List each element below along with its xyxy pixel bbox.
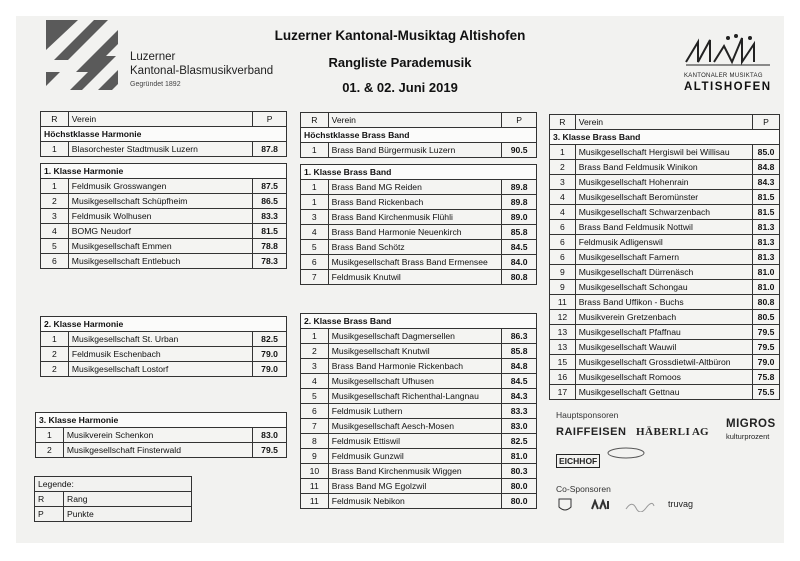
legend-key: R bbox=[35, 492, 64, 507]
club-cell: Musikgesellschaft Lostorf bbox=[68, 362, 252, 377]
rank-cell: 7 bbox=[301, 419, 329, 434]
table-row bbox=[301, 143, 537, 158]
table-row bbox=[550, 340, 780, 355]
section-gap bbox=[41, 157, 287, 164]
ranking-table bbox=[300, 112, 537, 285]
rank-cell: 2 bbox=[301, 344, 329, 359]
class-heading-row bbox=[301, 314, 537, 329]
co-sponsor-mark-icon bbox=[590, 499, 612, 511]
musiktag-place: ALTISHOFEN bbox=[684, 81, 772, 93]
legend-key: P bbox=[35, 507, 64, 522]
legend-table bbox=[34, 476, 192, 522]
table-row bbox=[550, 355, 780, 370]
rank-cell: 6 bbox=[301, 255, 329, 270]
table-row bbox=[41, 239, 287, 254]
class-heading-row bbox=[41, 127, 287, 142]
rank-cell: 11 bbox=[550, 295, 576, 310]
points-cell: 81.5 bbox=[753, 190, 780, 205]
rank-cell: 11 bbox=[301, 479, 329, 494]
club-cell: Feldmusik Eschenbach bbox=[68, 347, 252, 362]
points-cell: 84.3 bbox=[502, 389, 537, 404]
table-row bbox=[41, 254, 287, 269]
club-cell: Brass Band Harmonie Rickenbach bbox=[328, 359, 502, 374]
club-cell: Musikgesellschaft Aesch-Mosen bbox=[328, 419, 502, 434]
table-row bbox=[550, 145, 780, 160]
ranking-table bbox=[300, 313, 537, 509]
table-row bbox=[301, 180, 537, 195]
club-cell: Brass Band Kirchenmusik Wiggen bbox=[328, 464, 502, 479]
club-cell: Brass Band Kirchenmusik Flühli bbox=[328, 210, 502, 225]
sponsor-migros: MIGROS bbox=[726, 418, 776, 430]
sponsor-kulturprozent: kulturprozent bbox=[726, 432, 770, 441]
points-cell: 75.5 bbox=[753, 385, 780, 400]
rank-header: R bbox=[41, 112, 69, 127]
table-row bbox=[301, 329, 537, 344]
points-cell: 80.0 bbox=[502, 479, 537, 494]
legend-label: Punkte bbox=[64, 507, 192, 522]
table-row bbox=[301, 225, 537, 240]
table-row bbox=[41, 224, 287, 239]
points-cell: 80.5 bbox=[753, 310, 780, 325]
club-header: Verein bbox=[328, 113, 502, 128]
points-cell: 84.5 bbox=[502, 240, 537, 255]
rank-cell: 12 bbox=[550, 310, 576, 325]
club-cell: Musikverein Schenkon bbox=[63, 428, 252, 443]
section-gap bbox=[301, 158, 537, 165]
club-cell: BOMG Neudorf bbox=[68, 224, 252, 239]
rank-cell: 2 bbox=[36, 443, 64, 458]
club-cell: Musikgesellschaft Ufhusen bbox=[328, 374, 502, 389]
table-header-row bbox=[301, 113, 537, 128]
ranking-table bbox=[40, 316, 287, 377]
table-header-row bbox=[550, 115, 780, 130]
points-cell: 83.3 bbox=[253, 209, 287, 224]
rank-cell: 10 bbox=[301, 464, 329, 479]
points-cell: 89.8 bbox=[502, 195, 537, 210]
points-cell: 79.0 bbox=[253, 347, 287, 362]
rank-cell: 4 bbox=[550, 190, 576, 205]
club-cell: Feldmusik Gunzwil bbox=[328, 449, 502, 464]
table-row bbox=[550, 310, 780, 325]
rank-cell: 4 bbox=[550, 205, 576, 220]
points-cell: 79.5 bbox=[753, 340, 780, 355]
table-row bbox=[301, 479, 537, 494]
sponsor-logo-icon bbox=[606, 446, 646, 460]
class-heading-row bbox=[550, 130, 780, 145]
association-founded: Gegründet 1892 bbox=[130, 81, 181, 88]
co-sponsor-crest-icon bbox=[558, 498, 572, 514]
table-row bbox=[41, 194, 287, 209]
points-cell: 80.8 bbox=[753, 295, 780, 310]
co-sponsor-script-icon bbox=[624, 500, 656, 512]
points-cell: 89.0 bbox=[502, 210, 537, 225]
rank-cell: 4 bbox=[301, 225, 329, 240]
rank-cell: 2 bbox=[41, 362, 69, 377]
rank-cell: 1 bbox=[41, 179, 69, 194]
club-cell: Blasorchester Stadtmusik Luzern bbox=[68, 142, 252, 157]
club-cell: Feldmusik Grosswangen bbox=[68, 179, 252, 194]
club-cell: Brass Band Feldmusik Winikon bbox=[575, 160, 752, 175]
club-cell: Brass Band Rickenbach bbox=[328, 195, 502, 210]
rank-cell: 6 bbox=[550, 235, 576, 250]
points-cell: 78.3 bbox=[253, 254, 287, 269]
rank-cell: 5 bbox=[301, 240, 329, 255]
rank-cell: 3 bbox=[41, 209, 69, 224]
table-row bbox=[550, 385, 780, 400]
table-row bbox=[550, 265, 780, 280]
club-cell: Musikgesellschaft Knutwil bbox=[328, 344, 502, 359]
class-heading: 3. Klasse Brass Band bbox=[550, 130, 780, 145]
ranking-table bbox=[549, 114, 780, 400]
musiktag-logo-icon bbox=[684, 32, 772, 70]
points-cell: 85.0 bbox=[753, 145, 780, 160]
rank-cell: 6 bbox=[41, 254, 69, 269]
points-cell: 81.3 bbox=[753, 220, 780, 235]
club-cell: Brass Band MG Egolzwil bbox=[328, 479, 502, 494]
table-row bbox=[36, 428, 287, 443]
table-row bbox=[36, 443, 287, 458]
club-cell: Feldmusik Adligenswil bbox=[575, 235, 752, 250]
points-cell: 79.0 bbox=[753, 355, 780, 370]
points-cell: 81.0 bbox=[753, 265, 780, 280]
points-cell: 83.0 bbox=[502, 419, 537, 434]
rank-cell: 2 bbox=[41, 347, 69, 362]
table-row bbox=[550, 235, 780, 250]
table-row bbox=[550, 160, 780, 175]
club-cell: Feldmusik Nebikon bbox=[328, 494, 502, 509]
event-date: 01. & 02. Juni 2019 bbox=[342, 80, 458, 95]
association-line2: Kantonal-Blasmusikverband bbox=[130, 65, 274, 77]
co-sponsor-truvag: truvag bbox=[668, 499, 694, 509]
club-cell: Brass Band Schötz bbox=[328, 240, 502, 255]
rank-cell: 1 bbox=[301, 180, 329, 195]
club-cell: Feldmusik Luthern bbox=[328, 404, 502, 419]
points-cell: 75.8 bbox=[753, 370, 780, 385]
rank-cell: 17 bbox=[550, 385, 576, 400]
rank-cell: 6 bbox=[301, 404, 329, 419]
club-header: Verein bbox=[68, 112, 252, 127]
club-cell: Feldmusik Knutwil bbox=[328, 270, 502, 285]
class-heading: 1. Klasse Harmonie bbox=[41, 164, 287, 179]
table-row bbox=[301, 494, 537, 509]
ranking-table bbox=[35, 412, 287, 458]
sponsor-eichhof: EICHHOF bbox=[556, 454, 600, 468]
club-cell: Feldmusik Wolhusen bbox=[68, 209, 252, 224]
legend-label: Rang bbox=[64, 492, 192, 507]
class-heading-row bbox=[301, 128, 537, 143]
table-row bbox=[301, 464, 537, 479]
club-cell: Musikgesellschaft Brass Band Ermensee bbox=[328, 255, 502, 270]
rank-cell: 3 bbox=[301, 359, 329, 374]
rank-cell: 13 bbox=[550, 325, 576, 340]
club-cell: Musikgesellschaft Dürrenäsch bbox=[575, 265, 752, 280]
table-row bbox=[301, 389, 537, 404]
club-cell: Musikgesellschaft Schüpfheim bbox=[68, 194, 252, 209]
rank-cell: 1 bbox=[36, 428, 64, 443]
rank-cell: 5 bbox=[41, 239, 69, 254]
points-cell: 87.8 bbox=[253, 142, 287, 157]
table-row bbox=[301, 404, 537, 419]
rank-cell: 9 bbox=[301, 449, 329, 464]
points-cell: 84.5 bbox=[502, 374, 537, 389]
rank-cell: 5 bbox=[301, 389, 329, 404]
points-header: P bbox=[753, 115, 780, 130]
table-row bbox=[41, 332, 287, 347]
points-cell: 82.5 bbox=[253, 332, 287, 347]
club-cell: Musikgesellschaft Finsterwald bbox=[63, 443, 252, 458]
table-row bbox=[301, 359, 537, 374]
table-row bbox=[41, 347, 287, 362]
page-subtitle: Rangliste Parademusik bbox=[328, 55, 472, 70]
points-cell: 80.3 bbox=[502, 464, 537, 479]
table-row bbox=[550, 370, 780, 385]
rank-cell: 1 bbox=[301, 143, 329, 158]
table-row bbox=[41, 142, 287, 157]
club-cell: Feldmusik Ettiswil bbox=[328, 434, 502, 449]
rank-cell: 9 bbox=[550, 265, 576, 280]
table-row bbox=[301, 195, 537, 210]
class-heading: Höchstklasse Harmonie bbox=[41, 127, 287, 142]
rank-header: R bbox=[550, 115, 576, 130]
points-cell: 81.3 bbox=[753, 250, 780, 265]
rank-cell: 7 bbox=[301, 270, 329, 285]
club-cell: Musikverein Gretzenbach bbox=[575, 310, 752, 325]
table-row bbox=[41, 362, 287, 377]
points-cell: 90.5 bbox=[502, 143, 537, 158]
points-cell: 87.5 bbox=[253, 179, 287, 194]
points-header: P bbox=[502, 113, 537, 128]
points-cell: 85.8 bbox=[502, 344, 537, 359]
table-row bbox=[301, 434, 537, 449]
table-row bbox=[550, 280, 780, 295]
club-cell: Musikgesellschaft Richenthal-Langnau bbox=[328, 389, 502, 404]
class-heading: Höchstklasse Brass Band bbox=[301, 128, 537, 143]
club-cell: Musikgesellschaft Hergiswil bei Willisau bbox=[575, 145, 752, 160]
table-row bbox=[301, 270, 537, 285]
club-header: Verein bbox=[575, 115, 752, 130]
points-header: P bbox=[253, 112, 287, 127]
table-row bbox=[301, 449, 537, 464]
rank-cell: 4 bbox=[41, 224, 69, 239]
points-cell: 82.5 bbox=[502, 434, 537, 449]
club-cell: Musikgesellschaft Wauwil bbox=[575, 340, 752, 355]
club-cell: Brass Band Bürgermusik Luzern bbox=[328, 143, 502, 158]
class-heading-row bbox=[301, 165, 537, 180]
rank-cell: 1 bbox=[301, 195, 329, 210]
club-cell: Musikgesellschaft Entlebuch bbox=[68, 254, 252, 269]
points-cell: 81.0 bbox=[502, 449, 537, 464]
club-cell: Musikgesellschaft Farnern bbox=[575, 250, 752, 265]
class-heading: 2. Klasse Harmonie bbox=[41, 317, 287, 332]
table-row bbox=[301, 374, 537, 389]
points-cell: 80.8 bbox=[502, 270, 537, 285]
club-cell: Musikgesellschaft Hohenrain bbox=[575, 175, 752, 190]
club-cell: Musikgesellschaft Schongau bbox=[575, 280, 752, 295]
club-cell: Brass Band Uffikon - Buchs bbox=[575, 295, 752, 310]
table-row bbox=[550, 295, 780, 310]
club-cell: Musikgesellschaft Emmen bbox=[68, 239, 252, 254]
table-row bbox=[550, 325, 780, 340]
table-row bbox=[41, 209, 287, 224]
points-cell: 81.3 bbox=[753, 235, 780, 250]
rank-cell: 15 bbox=[550, 355, 576, 370]
page-title: Luzerner Kantonal-Musiktag Altishofen bbox=[274, 28, 526, 43]
table-row bbox=[550, 250, 780, 265]
class-heading-row bbox=[41, 317, 287, 332]
rank-cell: 4 bbox=[301, 374, 329, 389]
points-cell: 78.8 bbox=[253, 239, 287, 254]
points-cell: 81.5 bbox=[253, 224, 287, 239]
class-heading: 3. Klasse Harmonie bbox=[36, 413, 287, 428]
rank-header: R bbox=[301, 113, 329, 128]
club-cell: Musikgesellschaft Pfaffnau bbox=[575, 325, 752, 340]
legend-title: Legende: bbox=[35, 477, 192, 492]
points-cell: 86.3 bbox=[502, 329, 537, 344]
main-sponsors-title: Hauptsponsoren bbox=[556, 410, 619, 420]
points-cell: 86.5 bbox=[253, 194, 287, 209]
class-heading: 2. Klasse Brass Band bbox=[301, 314, 537, 329]
points-cell: 80.0 bbox=[502, 494, 537, 509]
rank-cell: 13 bbox=[550, 340, 576, 355]
points-cell: 81.0 bbox=[753, 280, 780, 295]
table-row bbox=[301, 419, 537, 434]
club-cell: Brass Band Harmonie Neuenkirch bbox=[328, 225, 502, 240]
rank-cell: 16 bbox=[550, 370, 576, 385]
club-cell: Brass Band Feldmusik Nottwil bbox=[575, 220, 752, 235]
club-cell: Musikgesellschaft Romoos bbox=[575, 370, 752, 385]
table-row bbox=[301, 240, 537, 255]
rank-cell: 2 bbox=[550, 160, 576, 175]
points-cell: 84.8 bbox=[753, 160, 780, 175]
rank-cell: 1 bbox=[301, 329, 329, 344]
points-cell: 85.8 bbox=[502, 225, 537, 240]
club-cell: Brass Band MG Reiden bbox=[328, 180, 502, 195]
points-cell: 84.0 bbox=[502, 255, 537, 270]
association-line1: Luzerner bbox=[130, 51, 176, 63]
points-cell: 83.3 bbox=[502, 404, 537, 419]
rank-cell: 3 bbox=[301, 210, 329, 225]
club-cell: Musikgesellschaft Gettnau bbox=[575, 385, 752, 400]
club-cell: Musikgesellschaft Beromünster bbox=[575, 190, 752, 205]
points-cell: 84.8 bbox=[502, 359, 537, 374]
table-header-row bbox=[41, 112, 287, 127]
table-row bbox=[301, 210, 537, 225]
rank-cell: 9 bbox=[550, 280, 576, 295]
class-heading: 1. Klasse Brass Band bbox=[301, 165, 537, 180]
rank-cell: 8 bbox=[301, 434, 329, 449]
points-cell: 79.0 bbox=[253, 362, 287, 377]
table-row bbox=[550, 175, 780, 190]
class-heading-row bbox=[36, 413, 287, 428]
club-cell: Musikgesellschaft Grossdietwil-Altbüron bbox=[575, 355, 752, 370]
sponsor-haeberli-ag: AG bbox=[692, 426, 709, 438]
table-row bbox=[550, 190, 780, 205]
rank-cell: 11 bbox=[301, 494, 329, 509]
rank-cell: 6 bbox=[550, 250, 576, 265]
table-row bbox=[301, 255, 537, 270]
rank-cell: 1 bbox=[41, 142, 69, 157]
rank-cell: 1 bbox=[550, 145, 576, 160]
rank-cell: 3 bbox=[550, 175, 576, 190]
rank-cell: 1 bbox=[41, 332, 69, 347]
points-cell: 89.8 bbox=[502, 180, 537, 195]
club-cell: Musikgesellschaft Schwarzenbach bbox=[575, 205, 752, 220]
club-cell: Musikgesellschaft Dagmersellen bbox=[328, 329, 502, 344]
points-cell: 84.3 bbox=[753, 175, 780, 190]
musiktag-tagline: KANTONALER MUSIKTAG bbox=[684, 73, 763, 79]
table-row bbox=[301, 344, 537, 359]
points-cell: 83.0 bbox=[253, 428, 287, 443]
table-row bbox=[41, 179, 287, 194]
rank-cell: 2 bbox=[41, 194, 69, 209]
sponsor-raiffeisen: RAIFFEISEN bbox=[556, 426, 627, 438]
rank-cell: 6 bbox=[550, 220, 576, 235]
club-cell: Musikgesellschaft St. Urban bbox=[68, 332, 252, 347]
points-cell: 79.5 bbox=[253, 443, 287, 458]
table-row bbox=[550, 205, 780, 220]
ranking-table bbox=[40, 111, 287, 269]
sponsor-haeberli: HÄBERLI bbox=[636, 426, 691, 438]
points-cell: 81.5 bbox=[753, 205, 780, 220]
co-sponsors-title: Co-Sponsoren bbox=[556, 484, 611, 494]
class-heading-row bbox=[41, 164, 287, 179]
table-row bbox=[550, 220, 780, 235]
points-cell: 79.5 bbox=[753, 325, 780, 340]
